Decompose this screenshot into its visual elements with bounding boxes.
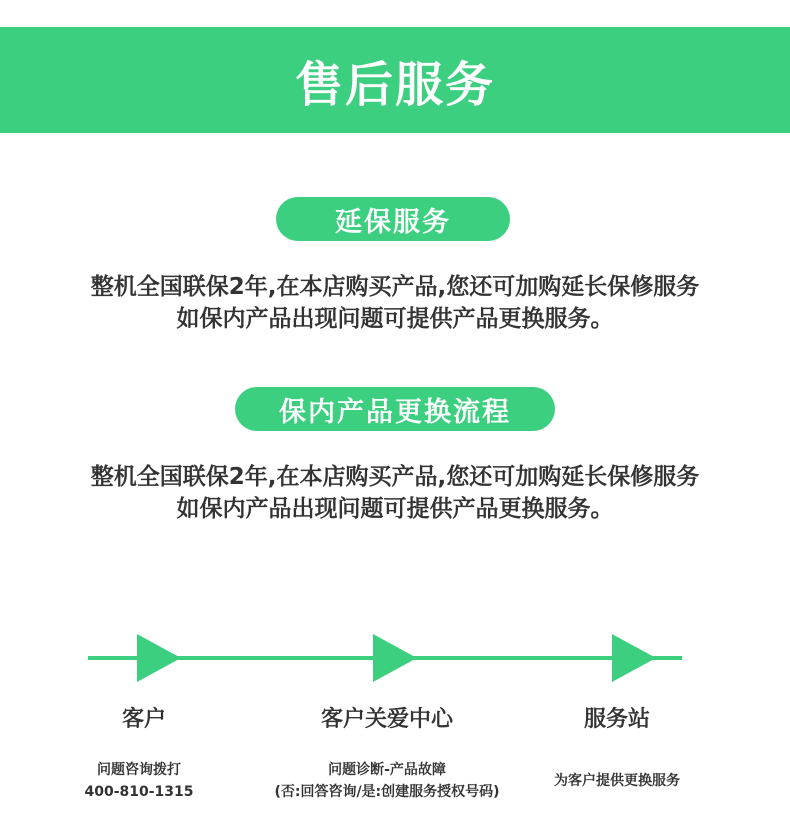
process-flow-diagram bbox=[0, 620, 790, 700]
step-desc-line: 问题咨询拨打 bbox=[96, 762, 181, 778]
paragraph-line: 整机全国联保2年,在本店购买产品,您还可加购延长保修服务 bbox=[90, 274, 700, 300]
flow-arrow-icon bbox=[137, 634, 181, 682]
section-text-extended-warranty bbox=[0, 271, 790, 335]
flow-step-desc-service-station bbox=[554, 770, 680, 792]
paragraph-line: 整机全国联保2年,在本店购买产品,您还可加购延长保修服务 bbox=[90, 464, 700, 490]
page-title: 售后服务 bbox=[294, 56, 495, 113]
flow-arrow-icon bbox=[373, 634, 417, 682]
flow-step-desc-customer bbox=[84, 759, 193, 803]
step-desc-line: 问题诊断-产品故障 bbox=[328, 762, 446, 778]
hotline-number: 400-810-1315 bbox=[84, 784, 194, 800]
section-pill-extended-warranty: 延保服务 bbox=[276, 197, 510, 241]
flow-step-desc-care-center bbox=[274, 759, 499, 803]
paragraph-line: 如保内产品出现问题可提供产品更换服务。 bbox=[176, 306, 614, 332]
paragraph-line: 如保内产品出现问题可提供产品更换服务。 bbox=[176, 496, 614, 522]
flow-step-title-customer: 客户 bbox=[121, 707, 167, 732]
flow-step-title-care-center: 客户关爱中心 bbox=[320, 707, 454, 732]
step-desc-line: 为客户提供更换服务 bbox=[554, 773, 680, 789]
section-text-replacement-process bbox=[0, 461, 790, 525]
flow-step-title-service-station: 服务站 bbox=[583, 707, 651, 732]
header-banner bbox=[0, 27, 790, 133]
step-desc-line: (否:回答咨询/是:创建服务授权号码) bbox=[274, 784, 500, 800]
section-pill-replacement-process: 保内产品更换流程 bbox=[235, 387, 555, 431]
flow-arrow-icon bbox=[612, 634, 656, 682]
